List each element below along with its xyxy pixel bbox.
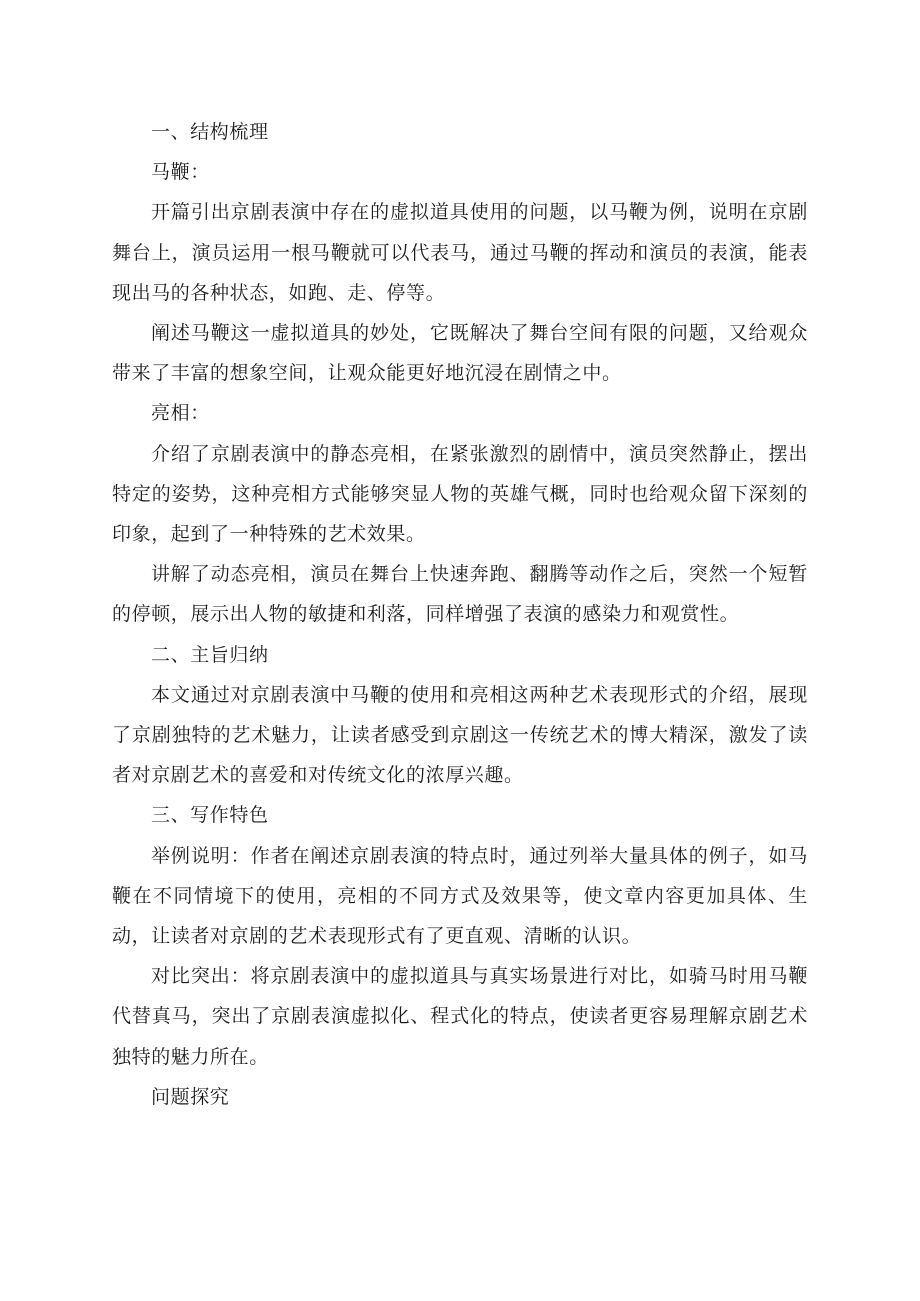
body-paragraph: 开篇引出京剧表演中存在的虚拟道具使用的问题，以马鞭为例，说明在京剧舞台上，演员运用一根马鞭就可以代表马，通过马鞭的挥动和演员的表演，能表现出马的各种状态，如跑、走、停等。	[112, 201, 808, 304]
section-heading-theme: 二、主旨归纳	[151, 643, 269, 666]
subheading-horse-whip: 马鞭：	[151, 161, 210, 184]
body-paragraph: 举例说明：作者在阐述京剧表演的特点时，通过列举大量具体的例子，如马鞭在不同情境下的使用，亮相的不同方式及效果等，使文章内容更加具体、生动，让读者对京剧的艺术表现形式有了更直观、清晰的认识。	[112, 844, 808, 948]
body-paragraph: 对比突出：将京剧表演中的虚拟道具与真实场景进行对比，如骑马时用马鞭代替真马，突出了京剧表演虚拟化、程式化的特点，使读者更容易理解京剧艺术独特的魅力所在。	[112, 965, 808, 1068]
body-paragraph: 本文通过对京剧表演中马鞭的使用和亮相这两种艺术表现形式的介绍，展现了京剧独特的艺术魅力，让读者感受到京剧这一传统艺术的博大精深，激发了读者对京剧艺术的喜爱和对传统文化的浓厚兴趣。	[112, 683, 808, 787]
body-paragraph: 讲解了动态亮相，演员在舞台上快速奔跑、翻腾等动作之后，突然一个短暂的停顿，展示出人物的敏捷和利落，同样增强了表演的感染力和观赏性。	[112, 563, 808, 626]
section-heading-inquiry: 问题探究	[151, 1085, 230, 1108]
document-body	[112, 112, 808, 1117]
body-paragraph: 介绍了京剧表演中的静态亮相，在紧张激烈的剧情中，演员突然静止，摆出特定的姿势，这种亮相方式能够突显人物的英雄气概，同时也给观众留下深刻的印象，起到了一种特殊的艺术效果。	[112, 442, 808, 546]
section-heading-structure: 一、结构梳理	[151, 121, 269, 143]
subheading-liangxiang: 亮相：	[151, 402, 210, 425]
section-heading-writing: 三、写作特色	[151, 804, 269, 827]
body-paragraph: 阐述马鞭这一虚拟道具的妙处，它既解决了舞台空间有限的问题，又给观众带来了丰富的想象空间，让观众能更好地沉浸在剧情之中。	[112, 322, 808, 385]
